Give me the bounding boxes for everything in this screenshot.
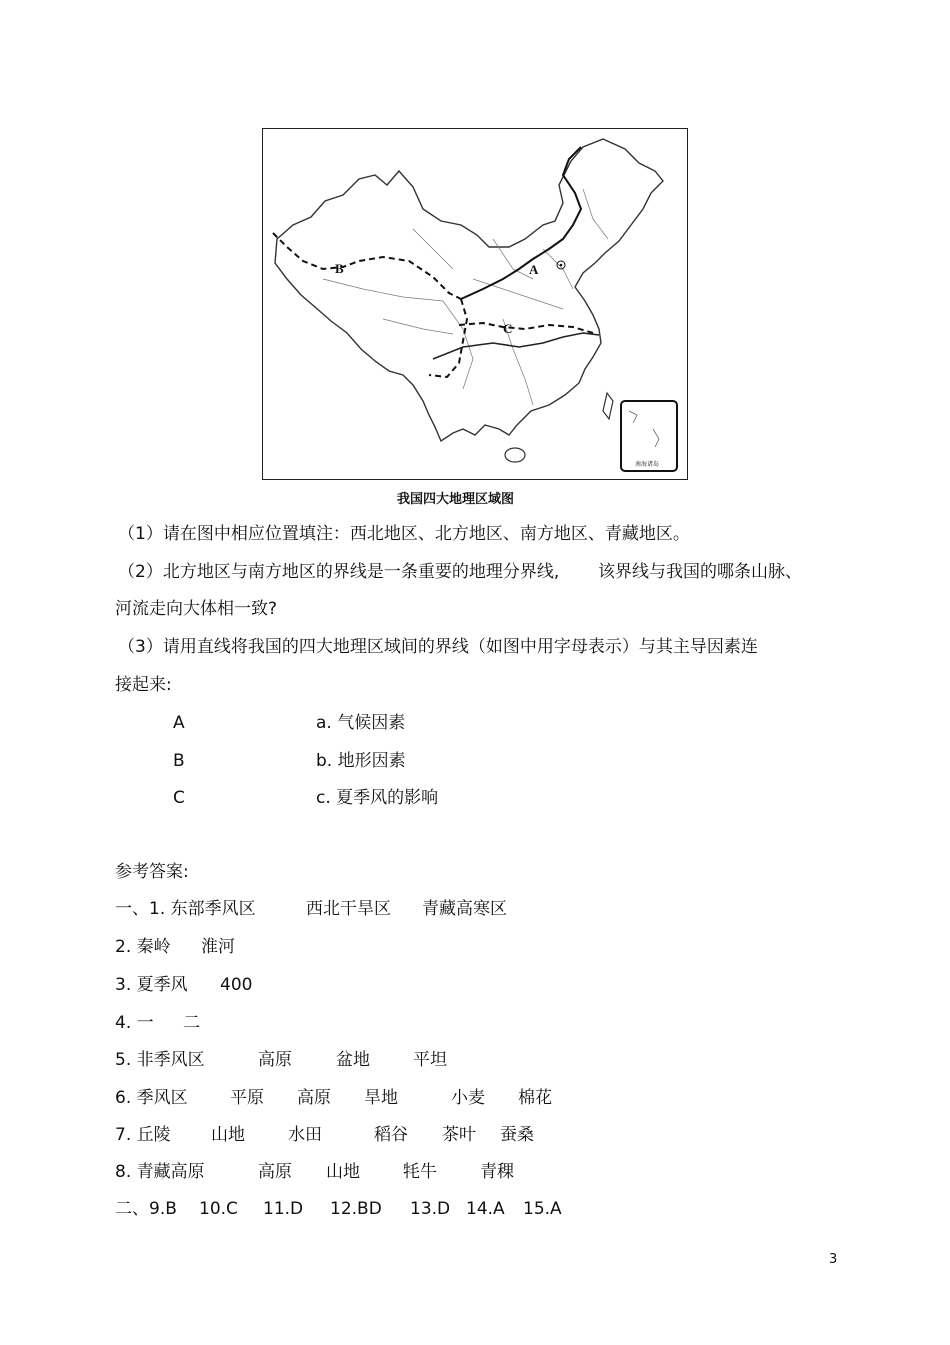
answer-cell: 14.A [466,1199,505,1219]
answer-cell: 水田 [288,1125,322,1145]
answer-cell: 12.BD [330,1199,382,1219]
answer-cell: 西北干旱区 [306,899,391,919]
yangtze-river [433,333,599,359]
answer-cell: 平原 [230,1088,264,1108]
map-caption: 我国四大地理区域图 [397,492,515,507]
answer-cell: 牦牛 [403,1162,437,1182]
china-outline [275,139,663,441]
answer-cell: 5. 非季风区 [115,1050,205,1070]
answer-cell: 6. 季风区 [115,1088,188,1108]
map-label-c: C [503,321,513,336]
boundary-line-a [461,147,581,299]
answer-cell: 山地 [326,1162,360,1182]
answer-cell: 蚕桑 [500,1125,534,1145]
answer-cell: 2. 秦岭 [115,937,171,957]
answers-heading: 参考答案: [115,862,189,882]
match-right-a: a. 气候因素 [316,713,406,733]
answer-cell: 青稞 [480,1162,514,1182]
question-3-line-2: 接起来: [115,675,172,695]
taiwan-island [603,393,613,419]
question-2-part-b: 该界线与我国的哪条山脉、 [598,562,802,582]
map-label-b: B [335,261,344,276]
answer-cell: 盆地 [336,1050,370,1070]
answer-cell: 11.D [263,1199,304,1219]
answer-cell: 山地 [211,1125,245,1145]
answer-cell: 青藏高寒区 [422,899,507,919]
answer-cell: 旱地 [364,1088,398,1108]
question-2-line-2: 河流走向大体相一致? [115,599,278,619]
boundary-line-qt [429,299,467,377]
answer-cell: 3. 夏季风 [115,975,188,995]
answer-cell: 二、9.B [115,1199,177,1219]
question-3-line-1: （3）请用直线将我国的四大地理区域间的界线（如图中用字母表示）与其主导因素连 [118,637,758,657]
answer-cell: 小麦 [451,1088,485,1108]
answer-cell: 二 [183,1013,200,1033]
answer-cell: 4. 一 [115,1013,154,1033]
answer-cell: 8. 青藏高原 [115,1162,205,1182]
answer-cell: 高原 [258,1050,292,1070]
page-number: 3 [829,1252,838,1267]
inset-label: 南海诸岛 [635,461,660,468]
hainan-island [505,448,525,462]
answer-cell: 10.C [199,1199,238,1219]
map-label-a: A [529,262,539,277]
match-left-b: B [173,751,185,771]
answer-cell: 一、1. 东部季风区 [115,899,256,919]
answer-cell: 7. 丘陵 [115,1125,171,1145]
map-drawing [263,129,686,478]
match-left-c: C [173,788,185,808]
boundary-line-b [273,233,461,299]
answer-cell: 15.A [523,1199,562,1219]
answer-cell: 高原 [258,1162,292,1182]
china-regions-map [262,128,688,480]
answer-cell: 茶叶 [442,1125,476,1145]
answer-cell: 高原 [297,1088,331,1108]
boundary-line-c [459,323,593,333]
match-left-a: A [173,713,185,733]
answer-cell: 平坦 [413,1050,447,1070]
answer-cell: 稻谷 [374,1125,408,1145]
answer-cell: 13.D [410,1199,451,1219]
answer-cell: 棉花 [518,1088,552,1108]
question-2-part-a: （2）北方地区与南方地区的界线是一条重要的地理分界线, [118,562,560,582]
answer-cell: 400 [220,975,253,995]
match-right-b: b. 地形因素 [316,751,406,771]
question-1: （1）请在图中相应位置填注：西北地区、北方地区、南方地区、青藏地区。 [118,524,690,544]
answer-cell: 淮河 [201,937,235,957]
match-right-c: c. 夏季风的影响 [316,788,439,808]
